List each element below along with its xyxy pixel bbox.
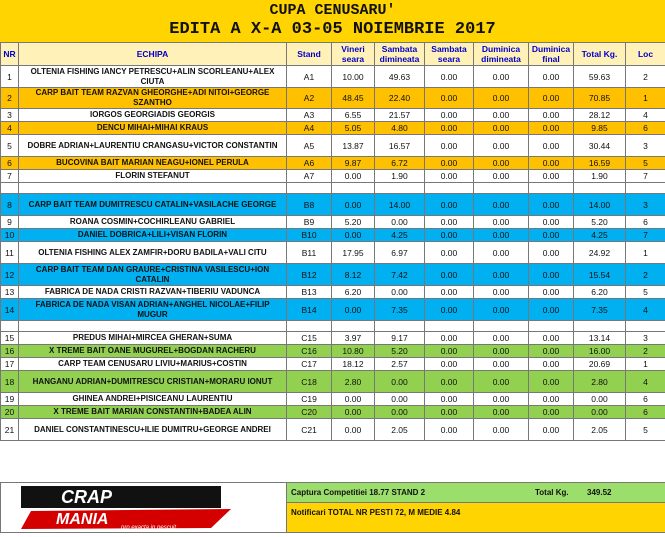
cell-v1: 0.00	[332, 299, 375, 321]
cell-nr: 6	[1, 157, 19, 170]
spacer-cell	[332, 183, 375, 194]
table-row	[1, 358, 665, 371]
spacer-cell	[626, 183, 665, 194]
cell-loc: 2	[626, 345, 665, 358]
cell-v5: 0.00	[529, 157, 574, 170]
cell-stand: A6	[287, 157, 332, 170]
table-row	[1, 88, 665, 109]
cell-v2: 4.25	[375, 229, 425, 242]
header-cell: Sambata dimineata	[375, 43, 425, 66]
cell-v3: 0.00	[425, 135, 474, 157]
cell-loc: 1	[626, 88, 665, 109]
header-cell: NR	[1, 43, 19, 66]
cell-total: 24.92	[574, 242, 626, 264]
cell-v5: 0.00	[529, 406, 574, 419]
cell-total: 9.85	[574, 122, 626, 135]
cell-stand: B10	[287, 229, 332, 242]
table-row	[1, 406, 665, 419]
cell-v3: 0.00	[425, 345, 474, 358]
cell-v2: 7.42	[375, 264, 425, 286]
cell-v5: 0.00	[529, 216, 574, 229]
cell-v4: 0.00	[474, 371, 529, 393]
cell-stand: B11	[287, 242, 332, 264]
header-row	[1, 43, 665, 66]
cell-echipa: CARP BAIT TEAM RAZVAN GHEORGHE+ADI NITOI+GEORGE SZANTHO	[19, 88, 287, 109]
cell-v4: 0.00	[474, 332, 529, 345]
cell-stand: C20	[287, 406, 332, 419]
cell-v3: 0.00	[425, 406, 474, 419]
cell-v5: 0.00	[529, 242, 574, 264]
header-cell: Vineri seara	[332, 43, 375, 66]
cell-loc: 1	[626, 242, 665, 264]
cell-total: 14.00	[574, 194, 626, 216]
cell-v5: 0.00	[529, 170, 574, 183]
cell-v1: 17.95	[332, 242, 375, 264]
cell-v3: 0.00	[425, 371, 474, 393]
cell-v3: 0.00	[425, 88, 474, 109]
table-row	[1, 194, 665, 216]
cell-v1: 8.12	[332, 264, 375, 286]
cell-v3: 0.00	[425, 109, 474, 122]
cell-v4: 0.00	[474, 157, 529, 170]
cell-total: 15.54	[574, 264, 626, 286]
table-body	[1, 66, 665, 441]
spacer-cell	[375, 321, 425, 332]
cell-echipa: FABRICA DE NADA VISAN ADRIAN+ANGHEL NICOLAE+FILIP MUGUR	[19, 299, 287, 321]
spacer-cell	[1, 183, 19, 194]
cell-total: 4.25	[574, 229, 626, 242]
cell-total: 13.14	[574, 332, 626, 345]
cell-nr: 13	[1, 286, 19, 299]
table-row	[1, 264, 665, 286]
cell-stand: A7	[287, 170, 332, 183]
cell-v4: 0.00	[474, 358, 529, 371]
cell-stand: B9	[287, 216, 332, 229]
spacer-cell	[425, 183, 474, 194]
spacer-cell	[529, 183, 574, 194]
cell-echipa: FLORIN STEFANUT	[19, 170, 287, 183]
cell-echipa: GHINEA ANDREI+PISICEANU LAURENTIU	[19, 393, 287, 406]
cell-loc: 4	[626, 371, 665, 393]
cell-total: 70.85	[574, 88, 626, 109]
cell-v4: 0.00	[474, 264, 529, 286]
cell-stand: A5	[287, 135, 332, 157]
cell-v3: 0.00	[425, 358, 474, 371]
table-row	[1, 66, 665, 88]
cell-v4: 0.00	[474, 299, 529, 321]
cell-nr: 10	[1, 229, 19, 242]
spacer-cell	[287, 183, 332, 194]
cell-v5: 0.00	[529, 286, 574, 299]
cell-stand: B12	[287, 264, 332, 286]
cell-v1: 0.00	[332, 406, 375, 419]
cell-stand: A1	[287, 66, 332, 88]
table-row	[1, 393, 665, 406]
cell-total: 5.20	[574, 216, 626, 229]
table-row	[1, 135, 665, 157]
cell-v1: 5.20	[332, 216, 375, 229]
cell-echipa: X TREME BAIT MARIAN CONSTANTIN+BADEA ALIN	[19, 406, 287, 419]
cell-stand: C19	[287, 393, 332, 406]
cell-stand: C21	[287, 419, 332, 441]
table-row	[1, 286, 665, 299]
header-cell: Duminica final	[529, 43, 574, 66]
cell-echipa: IORGOS GEORGIADIS GEORGIS	[19, 109, 287, 122]
cell-total: 30.44	[574, 135, 626, 157]
cell-v3: 0.00	[425, 194, 474, 216]
cell-v2: 1.90	[375, 170, 425, 183]
header-cell: Duminica dimineata	[474, 43, 529, 66]
spacer-cell	[287, 321, 332, 332]
table-row	[1, 122, 665, 135]
cell-v1: 5.05	[332, 122, 375, 135]
cell-v1: 0.00	[332, 194, 375, 216]
cell-v3: 0.00	[425, 393, 474, 406]
cell-v1: 0.00	[332, 419, 375, 441]
cell-loc: 3	[626, 332, 665, 345]
cell-v1: 9.87	[332, 157, 375, 170]
cell-echipa: CARP BAIT TEAM DAN GRAURE+CRISTINA VASILESCU+ION CATALIN	[19, 264, 287, 286]
cell-v1: 6.20	[332, 286, 375, 299]
cell-v4: 0.00	[474, 242, 529, 264]
group-spacer	[1, 321, 665, 332]
cell-v3: 0.00	[425, 122, 474, 135]
cell-stand: C15	[287, 332, 332, 345]
cell-nr: 5	[1, 135, 19, 157]
cell-v5: 0.00	[529, 194, 574, 216]
spacer-cell	[474, 321, 529, 332]
cell-v1: 0.00	[332, 393, 375, 406]
cell-total: 16.00	[574, 345, 626, 358]
cell-loc: 6	[626, 216, 665, 229]
spacer-cell	[574, 183, 626, 194]
cell-loc: 5	[626, 419, 665, 441]
cell-total: 7.35	[574, 299, 626, 321]
cell-v5: 0.00	[529, 122, 574, 135]
cell-total: 1.90	[574, 170, 626, 183]
cell-v1: 48.45	[332, 88, 375, 109]
cell-v5: 0.00	[529, 393, 574, 406]
cell-loc: 3	[626, 194, 665, 216]
notificari-bar	[286, 502, 665, 533]
cell-v2: 0.00	[375, 216, 425, 229]
cell-v1: 2.80	[332, 371, 375, 393]
cell-echipa: OLTENIA FISHING IANCY PETRESCU+ALIN SCORLEANU+ALEX CIUTA	[19, 66, 287, 88]
cell-v2: 0.00	[375, 393, 425, 406]
cell-loc: 4	[626, 299, 665, 321]
table-row	[1, 371, 665, 393]
header-cell: ECHIPA	[19, 43, 287, 66]
cell-v3: 0.00	[425, 242, 474, 264]
table-row	[1, 109, 665, 122]
table-row	[1, 345, 665, 358]
cell-echipa: HANGANU ADRIAN+DUMITRESCU CRISTIAN+MORARU IONUT	[19, 371, 287, 393]
cell-stand: B14	[287, 299, 332, 321]
cell-total: 59.63	[574, 66, 626, 88]
cell-v3: 0.00	[425, 170, 474, 183]
cell-nr: 2	[1, 88, 19, 109]
cell-nr: 19	[1, 393, 19, 406]
cell-v1: 0.00	[332, 170, 375, 183]
cell-nr: 4	[1, 122, 19, 135]
cell-v2: 22.40	[375, 88, 425, 109]
cell-v1: 10.00	[332, 66, 375, 88]
cell-v4: 0.00	[474, 393, 529, 406]
cell-v3: 0.00	[425, 264, 474, 286]
cell-v2: 9.17	[375, 332, 425, 345]
cell-v5: 0.00	[529, 332, 574, 345]
cell-v3: 0.00	[425, 216, 474, 229]
cell-v2: 49.63	[375, 66, 425, 88]
cell-echipa: ROANA COSMIN+COCHIRLEANU GABRIEL	[19, 216, 287, 229]
spacer-cell	[19, 321, 287, 332]
crapmania-logo	[0, 482, 288, 533]
cell-v3: 0.00	[425, 332, 474, 345]
total-label: Total Kg.	[535, 488, 569, 497]
cell-nr: 17	[1, 358, 19, 371]
cell-v3: 0.00	[425, 229, 474, 242]
spacer-cell	[332, 321, 375, 332]
cell-echipa: CARP BAIT TEAM DUMITRESCU CATALIN+VASILACHE GEORGE	[19, 194, 287, 216]
notificari-text: Notificari TOTAL NR PESTI 72, M MEDIE 4.84	[291, 508, 460, 517]
cell-echipa: DANIEL CONSTANTINESCU+ILIE DUMITRU+GEORGE ANDREI	[19, 419, 287, 441]
cell-echipa: X TREME BAIT OANE MUGUREL+BOGDAN RACHERU	[19, 345, 287, 358]
spacer-cell	[529, 321, 574, 332]
cell-nr: 8	[1, 194, 19, 216]
cell-v5: 0.00	[529, 229, 574, 242]
captura-bar	[286, 482, 665, 504]
cell-v2: 5.20	[375, 345, 425, 358]
cell-loc: 6	[626, 406, 665, 419]
spacer-cell	[375, 183, 425, 194]
cell-echipa: DOBRE ADRIAN+LAURENTIU CRANGASU+VICTOR CONSTANTIN	[19, 135, 287, 157]
cell-v4: 0.00	[474, 216, 529, 229]
header-cell: Loc	[626, 43, 665, 66]
cell-v2: 6.97	[375, 242, 425, 264]
cell-loc: 2	[626, 66, 665, 88]
cell-nr: 21	[1, 419, 19, 441]
cell-v1: 3.97	[332, 332, 375, 345]
spacer-cell	[574, 321, 626, 332]
cell-nr: 16	[1, 345, 19, 358]
cell-loc: 5	[626, 286, 665, 299]
table-row	[1, 157, 665, 170]
cell-stand: C18	[287, 371, 332, 393]
cell-total: 0.00	[574, 393, 626, 406]
cell-total: 16.59	[574, 157, 626, 170]
spacer-cell	[1, 321, 19, 332]
cell-v4: 0.00	[474, 170, 529, 183]
logo-graphic	[1, 483, 287, 532]
cell-v4: 0.00	[474, 406, 529, 419]
cell-v5: 0.00	[529, 419, 574, 441]
cell-v4: 0.00	[474, 345, 529, 358]
cell-nr: 18	[1, 371, 19, 393]
cell-loc: 2	[626, 264, 665, 286]
cell-v3: 0.00	[425, 299, 474, 321]
table-row	[1, 419, 665, 441]
cell-v5: 0.00	[529, 66, 574, 88]
cell-v3: 0.00	[425, 157, 474, 170]
cell-v2: 2.57	[375, 358, 425, 371]
cell-v4: 0.00	[474, 122, 529, 135]
header-cell: Sambata seara	[425, 43, 474, 66]
cell-v1: 18.12	[332, 358, 375, 371]
group-spacer	[1, 183, 665, 194]
cell-v2: 2.05	[375, 419, 425, 441]
cell-v2: 0.00	[375, 406, 425, 419]
cell-v4: 0.00	[474, 419, 529, 441]
cell-v2: 7.35	[375, 299, 425, 321]
cell-v2: 4.80	[375, 122, 425, 135]
cell-nr: 7	[1, 170, 19, 183]
cell-v1: 6.55	[332, 109, 375, 122]
cell-echipa: OLTENIA FISHING ALEX ZAMFIR+DORU BADILA+VALI CITU	[19, 242, 287, 264]
cell-stand: C17	[287, 358, 332, 371]
cell-v2: 6.72	[375, 157, 425, 170]
cell-nr: 20	[1, 406, 19, 419]
table-row	[1, 229, 665, 242]
cell-loc: 5	[626, 157, 665, 170]
cell-echipa: PREDUS MIHAI+MIRCEA GHERAN+SUMA	[19, 332, 287, 345]
cell-total: 2.80	[574, 371, 626, 393]
spacer-cell	[626, 321, 665, 332]
cell-total: 0.00	[574, 406, 626, 419]
cell-stand: B13	[287, 286, 332, 299]
cell-echipa: FABRICA DE NADA CRISTI RAZVAN+TIBERIU VADUNCA	[19, 286, 287, 299]
cell-loc: 4	[626, 109, 665, 122]
cell-nr: 9	[1, 216, 19, 229]
spacer-cell	[474, 183, 529, 194]
cell-stand: A4	[287, 122, 332, 135]
total-value: 349.52	[587, 488, 611, 497]
edition-title: EDITA A X-A 03-05 NOIEMBRIE 2017	[0, 20, 665, 42]
cell-v3: 0.00	[425, 66, 474, 88]
header-cell: Total Kg.	[574, 43, 626, 66]
cell-v5: 0.00	[529, 264, 574, 286]
logo-word-2: MANIA	[56, 511, 108, 528]
cell-v4: 0.00	[474, 135, 529, 157]
cell-v3: 0.00	[425, 419, 474, 441]
logo-tagline: pro exacta in pescuit	[120, 525, 176, 531]
captura-text: Captura Competitiei 18.77 STAND 2	[291, 488, 425, 497]
cell-nr: 11	[1, 242, 19, 264]
cell-echipa: DENCU MIHAI+MIHAI KRAUS	[19, 122, 287, 135]
results-table	[0, 42, 665, 441]
cell-loc: 7	[626, 170, 665, 183]
table-row	[1, 170, 665, 183]
cell-stand: C16	[287, 345, 332, 358]
cell-v5: 0.00	[529, 345, 574, 358]
cell-nr: 15	[1, 332, 19, 345]
cell-loc: 1	[626, 358, 665, 371]
cell-v2: 21.57	[375, 109, 425, 122]
cell-v5: 0.00	[529, 358, 574, 371]
cell-v5: 0.00	[529, 88, 574, 109]
cell-v1: 10.80	[332, 345, 375, 358]
cell-echipa: BUCOVINA BAIT MARIAN NEAGU+IONEL PERULA	[19, 157, 287, 170]
cell-loc: 6	[626, 393, 665, 406]
cell-stand: B8	[287, 194, 332, 216]
cell-total: 28.12	[574, 109, 626, 122]
cell-v2: 0.00	[375, 286, 425, 299]
cell-v4: 0.00	[474, 229, 529, 242]
cell-v4: 0.00	[474, 66, 529, 88]
cell-v1: 0.00	[332, 229, 375, 242]
table-row	[1, 332, 665, 345]
cell-v2: 16.57	[375, 135, 425, 157]
cell-total: 6.20	[574, 286, 626, 299]
cell-nr: 3	[1, 109, 19, 122]
logo-word-1: CRAP	[61, 487, 113, 507]
cell-v2: 14.00	[375, 194, 425, 216]
table-row	[1, 216, 665, 229]
competition-title: CUPA CENUSARU'	[0, 0, 665, 20]
cell-v1: 13.87	[332, 135, 375, 157]
table-row	[1, 299, 665, 321]
cell-stand: A2	[287, 88, 332, 109]
header-cell: Stand	[287, 43, 332, 66]
cell-v3: 0.00	[425, 286, 474, 299]
cell-echipa: CARP TEAM CENUSARU LIVIU+MARIUS+COSTIN	[19, 358, 287, 371]
cell-v5: 0.00	[529, 299, 574, 321]
cell-stand: A3	[287, 109, 332, 122]
cell-v2: 0.00	[375, 371, 425, 393]
cell-v5: 0.00	[529, 135, 574, 157]
cell-v5: 0.00	[529, 109, 574, 122]
cell-v4: 0.00	[474, 286, 529, 299]
cell-loc: 7	[626, 229, 665, 242]
logo-band-top	[21, 486, 221, 508]
cell-nr: 14	[1, 299, 19, 321]
spacer-cell	[425, 321, 474, 332]
cell-v5: 0.00	[529, 371, 574, 393]
cell-loc: 3	[626, 135, 665, 157]
cell-total: 20.69	[574, 358, 626, 371]
cell-v4: 0.00	[474, 109, 529, 122]
cell-nr: 12	[1, 264, 19, 286]
cell-loc: 6	[626, 122, 665, 135]
cell-echipa: DANIEL DOBRICA+LILI+VISAN FLORIN	[19, 229, 287, 242]
cell-v4: 0.00	[474, 194, 529, 216]
cell-total: 2.05	[574, 419, 626, 441]
table-row	[1, 242, 665, 264]
cell-nr: 1	[1, 66, 19, 88]
spacer-cell	[19, 183, 287, 194]
cell-v4: 0.00	[474, 88, 529, 109]
